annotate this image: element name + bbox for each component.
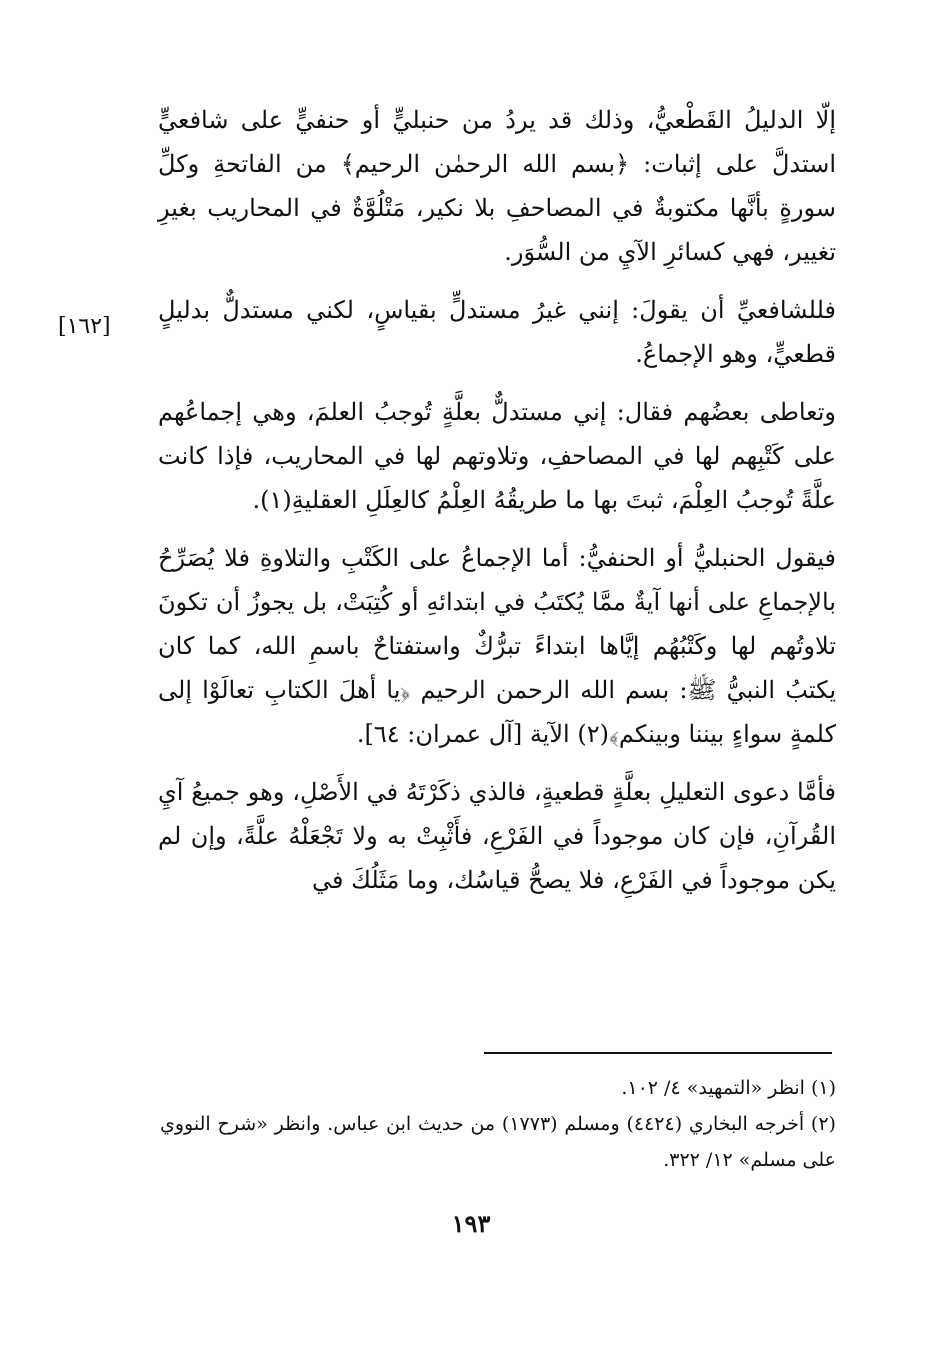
paragraph-4 bbox=[158, 536, 836, 756]
paragraph-1 bbox=[158, 98, 836, 274]
paragraph-text: إلّا الدليلُ القَطْعيُّ، وذلك قد يردُ من حنبليٍّ أو حنفيٍّ على شافعيٍّ استدلَّ على إثبات: ﴿بسم الله الرحمٰن الرحيم﴾ من الفاتحةِ وكلِّ سورةٍ بأنَّها مكتوبةٌ في المصاحفِ بلا نكير، مَتْلُوَّةٌ في المحاريب بغيرِ تغيير، فهي كسائرِ الآيِ من السُّوَر. bbox=[158, 106, 836, 266]
footnote-1: (١) انظر «التمهيد» ٤/ ١٠٢. bbox=[621, 1077, 836, 1099]
paragraph-2 bbox=[158, 288, 836, 376]
paragraph-text: فأمَّا دعوى التعليلِ بعلَّةٍ قطعيةٍ، فالذي ذكَرْتَهُ في الأَصْلِ، وهو جميعُ آيِ القُرآنِ، فإن كان موجوداً في الفَرْعِ، فأَثْبِتْ به ولا تَجْعَلْهُ علَّةً، وإن لم يكن موجوداً في الفَرْعِ، فلا يصحُّ قياسُك، وما مَثَلُكَ في bbox=[158, 778, 836, 894]
paragraph-text: فللشافعيِّ أن يقولَ: إنني غيرُ مستدلٍّ بقياسٍ، لكني مستدلٌّ بدليلٍ قطعيٍّ، وهو الإجماعُ. bbox=[158, 296, 836, 368]
page-number: ١٩٣ bbox=[451, 1209, 491, 1238]
footnotes bbox=[160, 1070, 836, 1178]
side-reference: [١٦٢] bbox=[58, 314, 111, 339]
paragraph-text: فيقول الحنبليُّ أو الحنفيُّ: أما الإجماعُ على الكَتْبِ والتلاوةِ فلا يُصَرِّحُ بالإجماعِ على أنها آيةٌ ممَّا يُكتَبُ في ابتدائهِ أو كُتِبَتْ، بل يجوزُ أن تكونَ تلاوتُهم لها وكَتْبُهُم إيَّاها ابتداءً تبرُّكٌ واستفتاحٌ باسمِ الله، كما كان يكتبُ النبيُّ ﷺ: بسم الله الرحمن الرحيم ﴿يا أهلَ الكتابِ تعالَوْا إلى كلمةٍ سواءٍ بيننا وبينكم﴾(٢) الآية [آل عمران: ٦٤]. bbox=[158, 544, 836, 748]
paragraph-text: وتعاطى بعضُهم فقال: إني مستدلٌّ بعلَّةٍ تُوجبُ العلمَ، وهي إجماعُهم على كَتْبِهم لها في المصاحفِ، وتلاوتهم لها في المحاريب، فإذا كانت علَّةً تُوجبُ العِلْمَ، ثبتَ بها ما طريقُهُ العِلْمُ كالعِلَلِ العقليةِ(١). bbox=[158, 398, 836, 514]
footnote-2: (٢) أخرجه البخاري (٤٤٢٤) ومسلم (١٧٧٣) من حديث ابن عباس. وانظر «شرح النووي على مسلم» ١٢/ ٣٢٢. bbox=[160, 1113, 836, 1171]
paragraph-3 bbox=[158, 390, 836, 522]
main-text bbox=[158, 98, 836, 916]
paragraph-5 bbox=[158, 770, 836, 902]
footnote-divider bbox=[484, 1052, 832, 1054]
